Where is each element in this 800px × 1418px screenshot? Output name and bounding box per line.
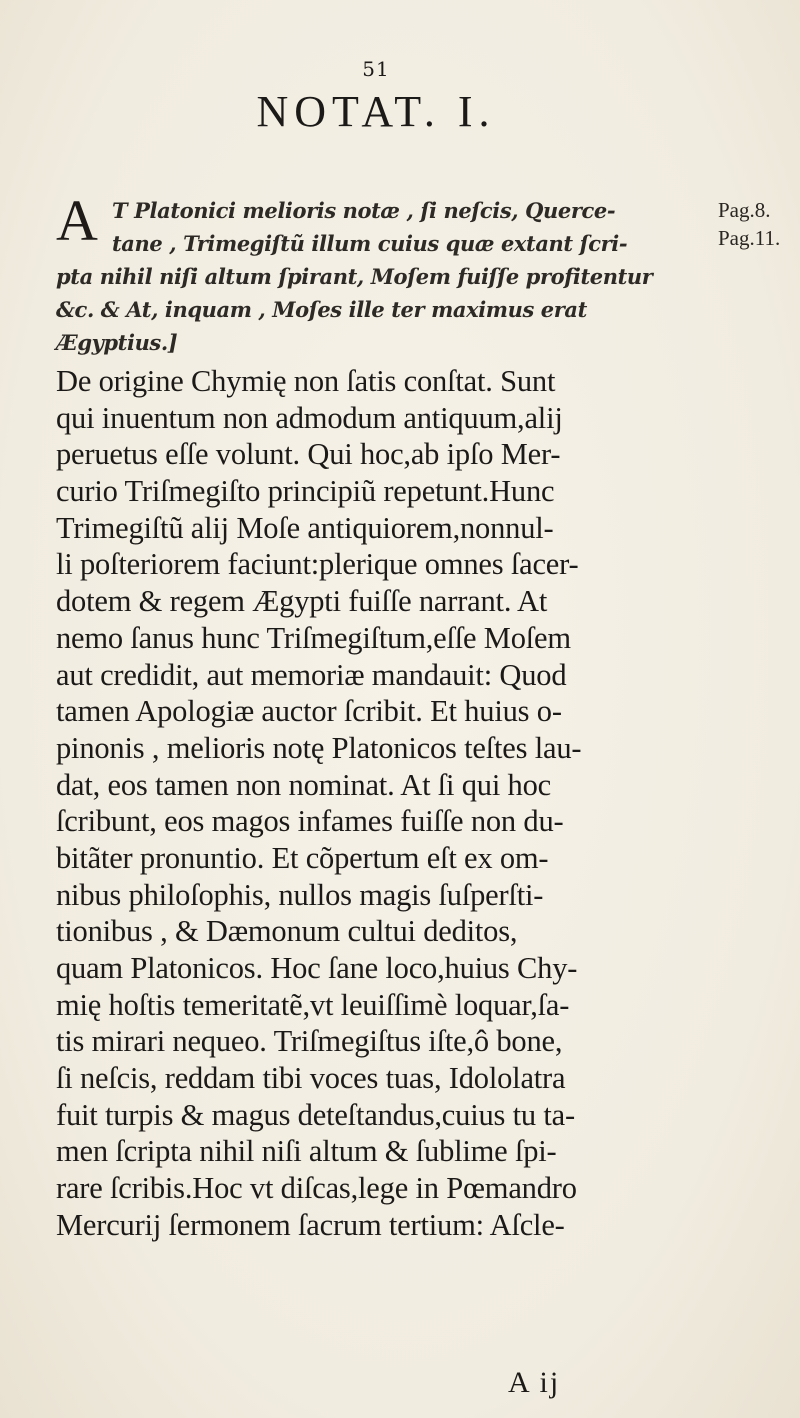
lemma-line: T Platonici melioris notæ , ſi neſcis, Querce- <box>112 198 616 223</box>
lemma-line: &c. & At, inquam , Moſes ille ter maximus erat <box>56 297 587 322</box>
drop-capital: A <box>56 188 98 253</box>
text-line: tis mirari nequeo. Triſmegiſtus iſte,ô bone, <box>56 1024 563 1059</box>
section-heading: NOTAT. I. <box>256 87 496 136</box>
text-line: fuit turpis & magus deteſtandus,cuius tu ta- <box>56 1097 575 1132</box>
text-line: nibus philoſophis, nullos magis ſuſperſti- <box>56 877 544 912</box>
margin-reference: Pag.8. <box>718 198 771 222</box>
lemma-line: Ægyptius.] <box>56 330 178 355</box>
text-line: tamen Apologiæ auctor ſcribit. Et huius o- <box>56 694 562 729</box>
text-line: quam Platonicos. Hoc ſane loco,huius Chy- <box>56 951 578 985</box>
text-line: curio Triſmegiſto principiũ repetunt.Hunc <box>56 474 555 509</box>
text-line: bitãter pronuntio. Et cõpertum eſt ex om- <box>56 840 549 875</box>
lemma-line: tane , Trimegiſtũ illum cuius quæ extant ſcri- <box>112 231 628 256</box>
text-line: pinonis , melioris notę Platonicos teſtes lau- <box>56 730 582 765</box>
signature-mark: A ij <box>508 1366 561 1399</box>
text-line: nemo ſanus hunc Triſmegiſtum,eſſe Moſem <box>56 620 571 655</box>
body-text <box>56 363 722 1244</box>
text-line: rare ſcribis.Hoc vt diſcas,lege in Pœmandro <box>56 1171 577 1206</box>
page-number: 51 <box>362 57 390 81</box>
text-line: ſi neſcis, reddam tibi voces tuas, Idololatra <box>56 1061 566 1096</box>
margin-reference: Pag.11. <box>718 226 781 250</box>
text-line: ſcribunt, eos magos infames fuiſſe non du- <box>56 804 564 839</box>
text-line: men ſcripta nihil niſi altum & ſublime ſpi- <box>56 1134 557 1169</box>
text-line: li poſteriorem faciunt:plerique omnes ſacer- <box>56 547 579 582</box>
text-line: dat, eos tamen non nominat. At ſi qui hoc <box>56 767 551 802</box>
text-line: dotem & regem Ægypti fuiſſe narrant. At <box>56 584 548 619</box>
text-line: aut credidit, aut memoriæ mandauit: Quod <box>56 657 567 692</box>
text-line: peruetus eſſe volunt. Qui hoc,ab ipſo Mer- <box>56 437 561 472</box>
lemma-quotation <box>56 188 716 359</box>
text-line: Trimegiſtũ alij Moſe antiquiorem,nonnul- <box>56 510 554 545</box>
text-line: mię hoſtis temeritatẽ,vt leuiſſimè loquar,ſa- <box>56 987 570 1022</box>
lemma-line: pta nihil niſi altum ſpirant, Moſem fuiſſe profitentur <box>56 264 653 289</box>
margin-references <box>718 196 798 252</box>
text-line: Mercurij ſermonem ſacrum tertium: Aſcle- <box>56 1207 565 1242</box>
text-line: tionibus , & Dæmonum cultui deditos, <box>56 914 518 949</box>
text-line: De origine Chymię non ſatis conſtat. Sunt <box>56 364 556 398</box>
text-line: qui inuentum non admodum antiquum,alij <box>56 400 563 435</box>
